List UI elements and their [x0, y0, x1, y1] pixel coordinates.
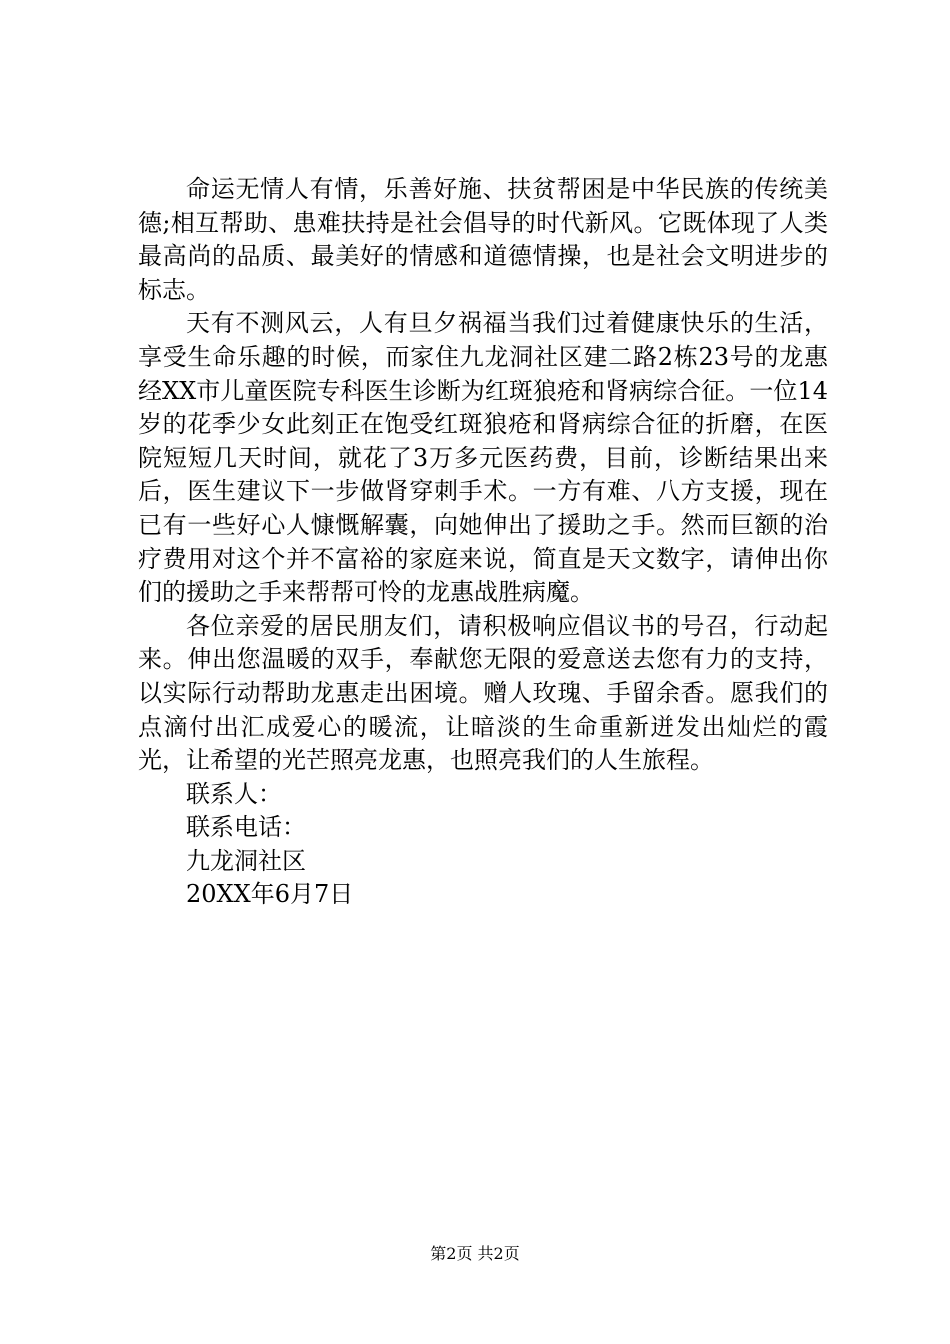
- paragraph-appeal: 各位亲爱的居民朋友们，请积极响应倡议书的号召，行动起来。伸出您温暖的双手，奉献您无限的爱意送去您有力的支持，以实际行动帮助龙惠走出困境。赠人玫瑰、手留余香。愿我们的点滴付出汇成爱心的暖流，让暗淡的生命重新迸发出灿烂的霞光，让希望的光芒照亮龙惠，也照亮我们的人生旅程。: [138, 611, 828, 775]
- paragraph-story: 天有不测风云，人有旦夕祸福当我们过着健康快乐的生活，享受生命乐趣的时候，而家住九龙洞社区建二路2栋23号的龙惠经XX市儿童医院专科医生诊断为红斑狼疮和肾病综合征。一位14岁的花季少女此刻正在饱受红斑狼疮和肾病综合征的折磨，在医院短短几天时间，就花了3万多元医药费，目前，诊断结果出来后，医生建议下一步做肾穿刺手术。一方有难、八方支援，现在已有一些好心人慷慨解囊，向她伸出了援助之手。然而巨额的治疗费用对这个并不富裕的家庭来说，简直是天文数字，请伸出你们的援助之手来帮帮可怜的龙惠战胜病魔。: [138, 309, 828, 607]
- organization-name: 九龙洞社区: [186, 846, 306, 875]
- document-body: [138, 173, 828, 912]
- page-footer: 第2页 共2页: [430, 1244, 520, 1263]
- document-date: 20XX年6月7日: [186, 880, 354, 909]
- paragraph-tradition: 命运无情人有情，乐善好施、扶贫帮困是中华民族的传统美德;相互帮助、患难扶持是社会倡导的时代新风。它既体现了人类最高尚的品质、最美好的情感和道德情操，也是社会文明进步的标志。: [138, 175, 828, 304]
- contact-phone-label: 联系电话：: [186, 813, 306, 842]
- contact-person-label: 联系人：: [186, 779, 282, 808]
